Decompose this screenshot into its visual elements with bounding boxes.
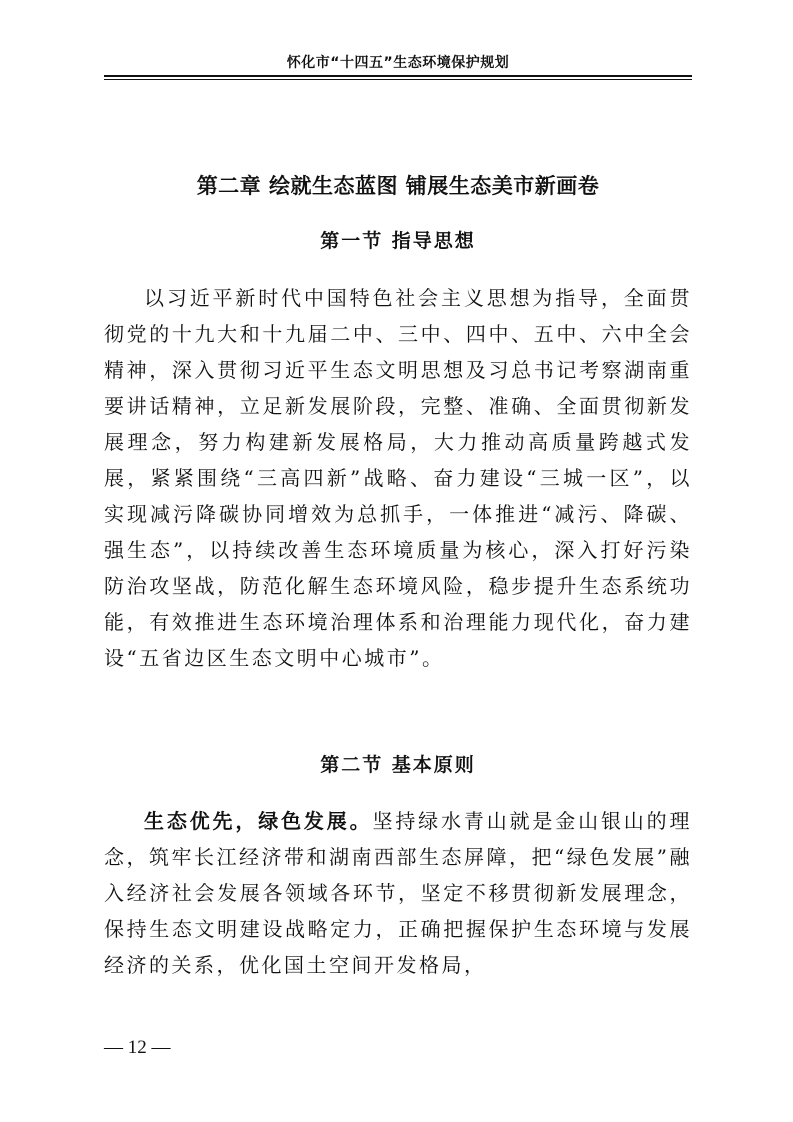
principle-lead-text: 生态优先，绿色发展。 bbox=[144, 809, 373, 833]
running-header bbox=[104, 44, 692, 78]
chapter-title: 第二章 绘就生态蓝图 铺展生态美市新画卷 bbox=[196, 174, 600, 198]
section-title-basic-principles: 第二节 基本原则 bbox=[320, 754, 476, 776]
page-number: — 12 — bbox=[104, 1037, 171, 1058]
header-title: 怀化市“十四五”生态环境保护规划 bbox=[286, 55, 510, 71]
paragraph-basic-principles bbox=[104, 803, 692, 983]
header-rule-thin bbox=[104, 79, 692, 80]
paragraph-guiding-ideology: 以习近平新时代中国特色社会主义思想为指导，全面贯彻党的十九大和十九届二中、三中、四中、五中、六中全会精神，深入贯彻习近平生态文明思想及习总书记考察湖南重要讲话精神，立足新发展阶段，完整、准确、全面贯彻新发展理念，努力构建新发展格局，大力推动高质量跨越式发展，紧紧围绕“三高四新”战略、奋力建设“三城一区”，以实现减污降碳协同增效为总抓手，一体推进“减污、降碳、强生态”，以持续改善生态环境质量为核心，深入打好污染防治攻坚战，防范化解生态环境风险，稳步提升生态系统功能，有效推进生态环境治理体系和治理能力现代化，奋力建设“五省边区生态文明中心城市”。 bbox=[104, 286, 692, 670]
principle-body-text: 坚持绿水青山就是金山银山的理念，筑牢长江经济带和湖南西部生态屏障，把“绿色发展”融入经济社会发展各领域各环节，坚定不移贯彻新发展理念，保持生态文明建设战略定力，正确把握保护生态环境与发展经济的关系，优化国土空间开发格局， bbox=[104, 809, 693, 977]
section-title-guiding-ideology: 第一节 指导思想 bbox=[320, 230, 476, 252]
header-rule bbox=[104, 75, 692, 77]
